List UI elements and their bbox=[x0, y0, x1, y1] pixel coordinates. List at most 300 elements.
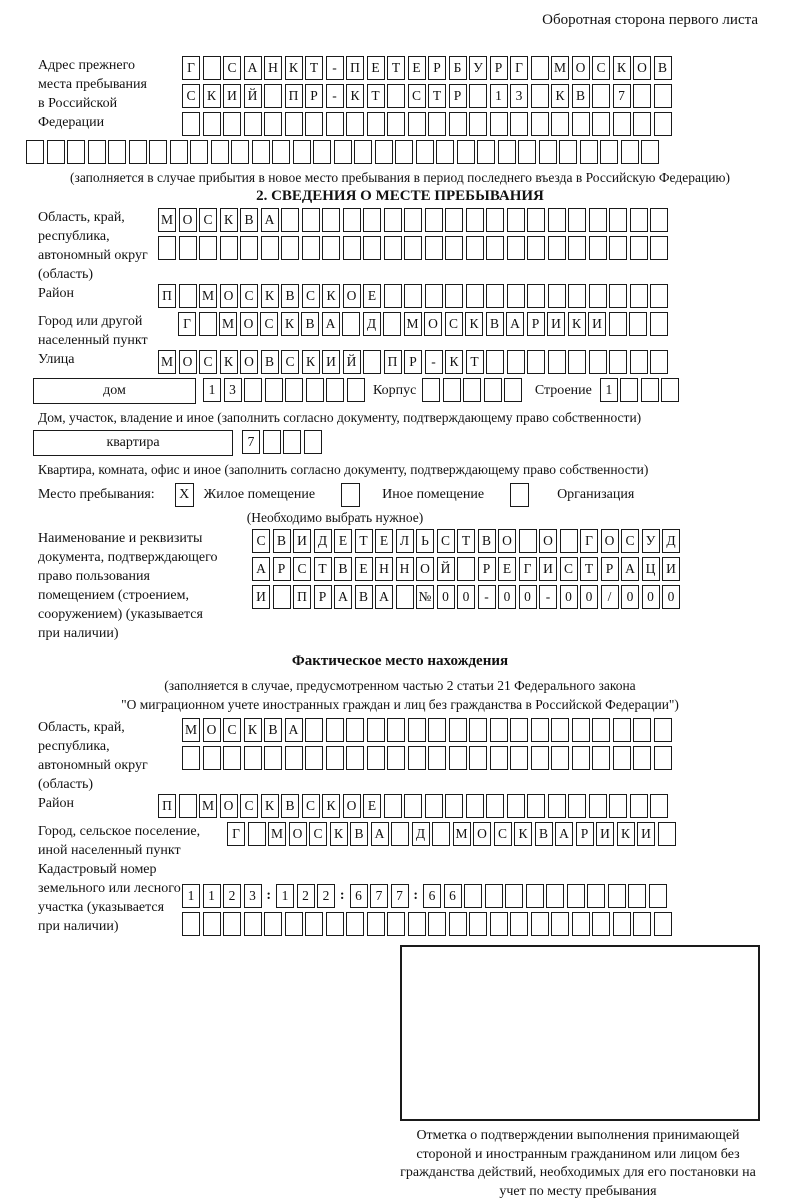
char-cell[interactable]: М bbox=[199, 794, 217, 818]
char-cell[interactable] bbox=[572, 112, 590, 136]
char-cell[interactable]: № bbox=[416, 585, 434, 609]
char-cell[interactable] bbox=[633, 112, 651, 136]
document-row-3[interactable] bbox=[252, 585, 683, 610]
char-cell[interactable] bbox=[609, 208, 627, 232]
char-cell[interactable]: Н bbox=[375, 557, 393, 581]
char-cell[interactable] bbox=[223, 912, 241, 936]
char-cell[interactable]: К bbox=[445, 350, 463, 374]
char-cell[interactable]: Г bbox=[178, 312, 196, 336]
char-cell[interactable] bbox=[505, 884, 523, 908]
char-cell[interactable]: П bbox=[158, 284, 176, 308]
char-cell[interactable]: С bbox=[302, 794, 320, 818]
char-cell[interactable] bbox=[203, 912, 221, 936]
char-cell[interactable] bbox=[264, 746, 282, 770]
char-cell[interactable]: А bbox=[375, 585, 393, 609]
char-cell[interactable] bbox=[211, 140, 229, 164]
char-cell[interactable]: Г bbox=[182, 56, 200, 80]
char-cell[interactable] bbox=[609, 350, 627, 374]
char-cell[interactable] bbox=[548, 284, 566, 308]
char-cell[interactable]: О bbox=[289, 822, 307, 846]
char-cell[interactable] bbox=[244, 112, 262, 136]
char-cell[interactable] bbox=[240, 236, 258, 260]
char-cell[interactable] bbox=[548, 350, 566, 374]
char-cell[interactable] bbox=[641, 378, 659, 402]
char-cell[interactable] bbox=[621, 140, 639, 164]
char-cell[interactable] bbox=[354, 140, 372, 164]
char-cell[interactable]: К bbox=[551, 84, 569, 108]
char-cell[interactable] bbox=[199, 236, 217, 260]
char-cell[interactable] bbox=[650, 208, 668, 232]
char-cell[interactable] bbox=[630, 350, 648, 374]
char-cell[interactable] bbox=[384, 284, 402, 308]
char-cell[interactable] bbox=[428, 912, 446, 936]
char-cell[interactable] bbox=[609, 794, 627, 818]
char-cell[interactable]: Т bbox=[428, 84, 446, 108]
char-cell[interactable] bbox=[551, 112, 569, 136]
char-cell[interactable]: А bbox=[252, 557, 270, 581]
char-cell[interactable]: О bbox=[572, 56, 590, 80]
char-cell[interactable] bbox=[510, 912, 528, 936]
char-cell[interactable] bbox=[510, 746, 528, 770]
char-cell[interactable]: К bbox=[465, 312, 483, 336]
char-cell[interactable]: К bbox=[322, 284, 340, 308]
char-cell[interactable]: Р bbox=[576, 822, 594, 846]
char-cell[interactable] bbox=[531, 718, 549, 742]
char-cell[interactable] bbox=[613, 746, 631, 770]
char-cell[interactable] bbox=[346, 112, 364, 136]
char-cell[interactable] bbox=[179, 794, 197, 818]
char-cell[interactable] bbox=[285, 912, 303, 936]
char-cell[interactable]: С bbox=[199, 208, 217, 232]
char-cell[interactable] bbox=[608, 884, 626, 908]
char-cell[interactable]: В bbox=[301, 312, 319, 336]
char-cell[interactable]: К bbox=[330, 822, 348, 846]
char-cell[interactable] bbox=[527, 350, 545, 374]
char-cell[interactable]: К bbox=[261, 284, 279, 308]
char-cell[interactable] bbox=[190, 140, 208, 164]
char-cell[interactable]: Р bbox=[478, 557, 496, 581]
char-cell[interactable] bbox=[408, 112, 426, 136]
char-cell[interactable] bbox=[484, 378, 502, 402]
char-cell[interactable] bbox=[322, 236, 340, 260]
char-cell[interactable] bbox=[449, 746, 467, 770]
char-cell[interactable] bbox=[346, 718, 364, 742]
char-cell[interactable] bbox=[507, 350, 525, 374]
char-cell[interactable] bbox=[661, 378, 679, 402]
char-cell[interactable]: 6 bbox=[444, 884, 462, 908]
char-cell[interactable]: 0 bbox=[457, 585, 475, 609]
char-cell[interactable] bbox=[179, 236, 197, 260]
char-cell[interactable]: Р bbox=[428, 56, 446, 80]
char-cell[interactable] bbox=[560, 529, 578, 553]
char-cell[interactable]: Е bbox=[355, 557, 373, 581]
char-cell[interactable] bbox=[587, 884, 605, 908]
char-cell[interactable] bbox=[466, 208, 484, 232]
char-cell[interactable] bbox=[326, 378, 344, 402]
char-cell[interactable]: С bbox=[240, 284, 258, 308]
char-cell[interactable]: Е bbox=[408, 56, 426, 80]
char-cell[interactable]: С bbox=[560, 557, 578, 581]
char-cell[interactable] bbox=[302, 208, 320, 232]
char-cell[interactable] bbox=[650, 312, 668, 336]
char-cell[interactable] bbox=[342, 312, 360, 336]
char-cell[interactable]: С bbox=[437, 529, 455, 553]
char-cell[interactable]: К bbox=[220, 350, 238, 374]
char-cell[interactable]: - bbox=[326, 84, 344, 108]
char-cell[interactable]: С bbox=[260, 312, 278, 336]
char-cell[interactable] bbox=[589, 208, 607, 232]
char-cell[interactable] bbox=[531, 912, 549, 936]
house-number-cells[interactable] bbox=[203, 378, 367, 403]
char-cell[interactable] bbox=[572, 718, 590, 742]
char-cell[interactable] bbox=[527, 208, 545, 232]
char-cell[interactable]: Н bbox=[396, 557, 414, 581]
char-cell[interactable] bbox=[416, 140, 434, 164]
prev-address-row-1[interactable] bbox=[182, 56, 674, 81]
char-cell[interactable] bbox=[654, 84, 672, 108]
char-cell[interactable] bbox=[346, 746, 364, 770]
char-cell[interactable] bbox=[527, 794, 545, 818]
char-cell[interactable]: К bbox=[613, 56, 631, 80]
char-cell[interactable] bbox=[527, 284, 545, 308]
char-cell[interactable]: Р bbox=[273, 557, 291, 581]
char-cell[interactable] bbox=[658, 822, 676, 846]
char-cell[interactable]: О bbox=[473, 822, 491, 846]
char-cell[interactable] bbox=[264, 112, 282, 136]
char-cell[interactable]: Б bbox=[449, 56, 467, 80]
char-cell[interactable]: С bbox=[293, 557, 311, 581]
char-cell[interactable]: О bbox=[498, 529, 516, 553]
char-cell[interactable] bbox=[367, 112, 385, 136]
char-cell[interactable] bbox=[108, 140, 126, 164]
char-cell[interactable] bbox=[445, 284, 463, 308]
char-cell[interactable]: Й bbox=[244, 84, 262, 108]
char-cell[interactable]: С bbox=[223, 718, 241, 742]
char-cell[interactable] bbox=[589, 794, 607, 818]
char-cell[interactable]: 1 bbox=[490, 84, 508, 108]
char-cell[interactable] bbox=[203, 56, 221, 80]
char-cell[interactable] bbox=[203, 746, 221, 770]
char-cell[interactable] bbox=[580, 140, 598, 164]
char-cell[interactable]: 1 bbox=[203, 378, 221, 402]
char-cell[interactable]: М bbox=[158, 208, 176, 232]
char-cell[interactable]: Р bbox=[404, 350, 422, 374]
char-cell[interactable] bbox=[568, 236, 586, 260]
char-cell[interactable]: С bbox=[408, 84, 426, 108]
char-cell[interactable] bbox=[346, 912, 364, 936]
char-cell[interactable]: Т bbox=[314, 557, 332, 581]
char-cell[interactable]: Г bbox=[580, 529, 598, 553]
char-cell[interactable] bbox=[387, 84, 405, 108]
char-cell[interactable] bbox=[272, 140, 290, 164]
char-cell[interactable] bbox=[265, 378, 283, 402]
actual-district-row[interactable] bbox=[158, 794, 671, 819]
char-cell[interactable]: А bbox=[322, 312, 340, 336]
char-cell[interactable] bbox=[650, 794, 668, 818]
document-row-1[interactable] bbox=[252, 529, 683, 554]
char-cell[interactable] bbox=[654, 746, 672, 770]
char-cell[interactable]: Л bbox=[396, 529, 414, 553]
char-cell[interactable]: О bbox=[220, 794, 238, 818]
char-cell[interactable] bbox=[367, 912, 385, 936]
char-cell[interactable] bbox=[326, 112, 344, 136]
char-cell[interactable] bbox=[654, 112, 672, 136]
char-cell[interactable]: Д bbox=[662, 529, 680, 553]
char-cell[interactable]: А bbox=[371, 822, 389, 846]
char-cell[interactable] bbox=[129, 140, 147, 164]
char-cell[interactable] bbox=[592, 84, 610, 108]
district-row[interactable] bbox=[158, 284, 671, 309]
char-cell[interactable] bbox=[469, 718, 487, 742]
char-cell[interactable]: С bbox=[182, 84, 200, 108]
char-cell[interactable] bbox=[343, 208, 361, 232]
char-cell[interactable] bbox=[466, 284, 484, 308]
char-cell[interactable] bbox=[613, 912, 631, 936]
char-cell[interactable] bbox=[650, 236, 668, 260]
apartment-cells[interactable] bbox=[242, 430, 324, 455]
char-cell[interactable] bbox=[428, 112, 446, 136]
char-cell[interactable]: М bbox=[551, 56, 569, 80]
prev-address-row-4[interactable] bbox=[26, 140, 800, 165]
char-cell[interactable]: С bbox=[621, 529, 639, 553]
char-cell[interactable]: У bbox=[642, 529, 660, 553]
char-cell[interactable]: С bbox=[223, 56, 241, 80]
char-cell[interactable] bbox=[263, 430, 281, 454]
char-cell[interactable]: - bbox=[326, 56, 344, 80]
char-cell[interactable] bbox=[384, 794, 402, 818]
char-cell[interactable] bbox=[285, 378, 303, 402]
char-cell[interactable]: Е bbox=[334, 529, 352, 553]
char-cell[interactable] bbox=[273, 585, 291, 609]
char-cell[interactable]: О bbox=[416, 557, 434, 581]
char-cell[interactable] bbox=[182, 746, 200, 770]
char-cell[interactable] bbox=[507, 236, 525, 260]
char-cell[interactable]: С bbox=[309, 822, 327, 846]
char-cell[interactable] bbox=[223, 746, 241, 770]
char-cell[interactable]: - bbox=[478, 585, 496, 609]
char-cell[interactable] bbox=[469, 84, 487, 108]
char-cell[interactable] bbox=[486, 208, 504, 232]
char-cell[interactable]: В bbox=[355, 585, 373, 609]
char-cell[interactable]: И bbox=[252, 585, 270, 609]
char-cell[interactable]: С bbox=[240, 794, 258, 818]
char-cell[interactable] bbox=[592, 746, 610, 770]
char-cell[interactable]: В bbox=[486, 312, 504, 336]
char-cell[interactable] bbox=[572, 912, 590, 936]
document-row-2[interactable] bbox=[252, 557, 683, 582]
char-cell[interactable] bbox=[231, 140, 249, 164]
char-cell[interactable]: М bbox=[158, 350, 176, 374]
char-cell[interactable] bbox=[498, 140, 516, 164]
char-cell[interactable]: 0 bbox=[642, 585, 660, 609]
char-cell[interactable]: 3 bbox=[510, 84, 528, 108]
char-cell[interactable] bbox=[432, 822, 450, 846]
street-row[interactable] bbox=[158, 350, 671, 375]
char-cell[interactable] bbox=[654, 718, 672, 742]
char-cell[interactable]: К bbox=[220, 208, 238, 232]
char-cell[interactable] bbox=[244, 378, 262, 402]
char-cell[interactable] bbox=[630, 208, 648, 232]
city-row[interactable] bbox=[178, 312, 670, 337]
char-cell[interactable]: 6 bbox=[423, 884, 441, 908]
char-cell[interactable]: В bbox=[240, 208, 258, 232]
char-cell[interactable] bbox=[449, 112, 467, 136]
char-cell[interactable] bbox=[149, 140, 167, 164]
char-cell[interactable]: С bbox=[445, 312, 463, 336]
char-cell[interactable] bbox=[548, 794, 566, 818]
char-cell[interactable]: 2 bbox=[223, 884, 241, 908]
char-cell[interactable] bbox=[363, 350, 381, 374]
char-cell[interactable]: И bbox=[547, 312, 565, 336]
char-cell[interactable]: К bbox=[617, 822, 635, 846]
char-cell[interactable] bbox=[507, 208, 525, 232]
char-cell[interactable]: О bbox=[179, 350, 197, 374]
cadastre-row-1[interactable] bbox=[182, 884, 674, 909]
char-cell[interactable] bbox=[589, 284, 607, 308]
char-cell[interactable]: С bbox=[252, 529, 270, 553]
char-cell[interactable]: Е bbox=[498, 557, 516, 581]
char-cell[interactable]: Е bbox=[375, 529, 393, 553]
char-cell[interactable] bbox=[551, 746, 569, 770]
char-cell[interactable]: 0 bbox=[560, 585, 578, 609]
char-cell[interactable]: Ь bbox=[416, 529, 434, 553]
char-cell[interactable] bbox=[408, 746, 426, 770]
char-cell[interactable] bbox=[363, 208, 381, 232]
char-cell[interactable] bbox=[620, 378, 638, 402]
char-cell[interactable]: Р bbox=[490, 56, 508, 80]
char-cell[interactable]: К bbox=[244, 718, 262, 742]
char-cell[interactable] bbox=[551, 912, 569, 936]
char-cell[interactable]: И bbox=[662, 557, 680, 581]
char-cell[interactable] bbox=[305, 718, 323, 742]
char-cell[interactable] bbox=[630, 236, 648, 260]
char-cell[interactable] bbox=[313, 140, 331, 164]
char-cell[interactable]: В bbox=[281, 284, 299, 308]
char-cell[interactable]: И bbox=[293, 529, 311, 553]
char-cell[interactable] bbox=[539, 140, 557, 164]
char-cell[interactable]: К bbox=[568, 312, 586, 336]
char-cell[interactable] bbox=[490, 912, 508, 936]
char-cell[interactable]: К bbox=[203, 84, 221, 108]
char-cell[interactable] bbox=[88, 140, 106, 164]
char-cell[interactable] bbox=[568, 208, 586, 232]
char-cell[interactable]: М bbox=[182, 718, 200, 742]
actual-region-row-1[interactable] bbox=[182, 718, 674, 743]
char-cell[interactable] bbox=[609, 312, 627, 336]
char-cell[interactable] bbox=[510, 112, 528, 136]
char-cell[interactable]: В bbox=[281, 794, 299, 818]
char-cell[interactable]: К bbox=[322, 794, 340, 818]
char-cell[interactable] bbox=[375, 140, 393, 164]
char-cell[interactable]: О bbox=[220, 284, 238, 308]
char-cell[interactable] bbox=[457, 140, 475, 164]
char-cell[interactable]: Т bbox=[305, 56, 323, 80]
char-cell[interactable]: К bbox=[285, 56, 303, 80]
char-cell[interactable] bbox=[613, 112, 631, 136]
char-cell[interactable] bbox=[244, 746, 262, 770]
char-cell[interactable] bbox=[445, 794, 463, 818]
char-cell[interactable]: С bbox=[494, 822, 512, 846]
actual-city-row[interactable] bbox=[227, 822, 678, 847]
char-cell[interactable] bbox=[428, 718, 446, 742]
char-cell[interactable]: С bbox=[281, 350, 299, 374]
char-cell[interactable] bbox=[26, 140, 44, 164]
char-cell[interactable] bbox=[47, 140, 65, 164]
char-cell[interactable]: А bbox=[555, 822, 573, 846]
char-cell[interactable]: 2 bbox=[317, 884, 335, 908]
char-cell[interactable] bbox=[170, 140, 188, 164]
stay-option-organization-checkbox[interactable] bbox=[510, 483, 529, 507]
char-cell[interactable]: О bbox=[424, 312, 442, 336]
char-cell[interactable] bbox=[490, 746, 508, 770]
char-cell[interactable] bbox=[486, 794, 504, 818]
prev-address-row-2[interactable] bbox=[182, 84, 674, 109]
char-cell[interactable] bbox=[572, 746, 590, 770]
char-cell[interactable] bbox=[551, 718, 569, 742]
char-cell[interactable]: М bbox=[199, 284, 217, 308]
char-cell[interactable]: С bbox=[199, 350, 217, 374]
char-cell[interactable] bbox=[592, 912, 610, 936]
char-cell[interactable] bbox=[383, 312, 401, 336]
char-cell[interactable] bbox=[281, 236, 299, 260]
char-cell[interactable]: - bbox=[539, 585, 557, 609]
char-cell[interactable] bbox=[199, 312, 217, 336]
char-cell[interactable] bbox=[182, 112, 200, 136]
char-cell[interactable] bbox=[261, 236, 279, 260]
char-cell[interactable] bbox=[343, 236, 361, 260]
char-cell[interactable] bbox=[395, 140, 413, 164]
char-cell[interactable] bbox=[613, 718, 631, 742]
char-cell[interactable] bbox=[264, 912, 282, 936]
char-cell[interactable] bbox=[629, 312, 647, 336]
char-cell[interactable] bbox=[445, 208, 463, 232]
char-cell[interactable]: И bbox=[539, 557, 557, 581]
char-cell[interactable]: К bbox=[302, 350, 320, 374]
char-cell[interactable] bbox=[548, 236, 566, 260]
char-cell[interactable]: О bbox=[179, 208, 197, 232]
char-cell[interactable]: С bbox=[592, 56, 610, 80]
char-cell[interactable] bbox=[589, 350, 607, 374]
char-cell[interactable]: Д bbox=[363, 312, 381, 336]
char-cell[interactable] bbox=[531, 746, 549, 770]
char-cell[interactable]: А bbox=[244, 56, 262, 80]
char-cell[interactable]: И bbox=[322, 350, 340, 374]
char-cell[interactable] bbox=[404, 794, 422, 818]
char-cell[interactable]: Е bbox=[363, 284, 381, 308]
char-cell[interactable]: 0 bbox=[662, 585, 680, 609]
char-cell[interactable] bbox=[633, 718, 651, 742]
char-cell[interactable] bbox=[531, 84, 549, 108]
char-cell[interactable]: Й bbox=[343, 350, 361, 374]
char-cell[interactable] bbox=[285, 746, 303, 770]
char-cell[interactable] bbox=[486, 284, 504, 308]
char-cell[interactable]: П bbox=[384, 350, 402, 374]
char-cell[interactable]: В bbox=[273, 529, 291, 553]
char-cell[interactable]: П bbox=[346, 56, 364, 80]
char-cell[interactable] bbox=[490, 112, 508, 136]
char-cell[interactable] bbox=[384, 236, 402, 260]
char-cell[interactable]: Т bbox=[580, 557, 598, 581]
char-cell[interactable]: В bbox=[654, 56, 672, 80]
char-cell[interactable]: 1 bbox=[600, 378, 618, 402]
char-cell[interactable]: С bbox=[302, 284, 320, 308]
char-cell[interactable] bbox=[443, 378, 461, 402]
char-cell[interactable]: Е bbox=[367, 56, 385, 80]
char-cell[interactable] bbox=[404, 208, 422, 232]
korpus-cells[interactable] bbox=[422, 378, 525, 403]
char-cell[interactable]: О bbox=[539, 529, 557, 553]
char-cell[interactable]: М bbox=[453, 822, 471, 846]
